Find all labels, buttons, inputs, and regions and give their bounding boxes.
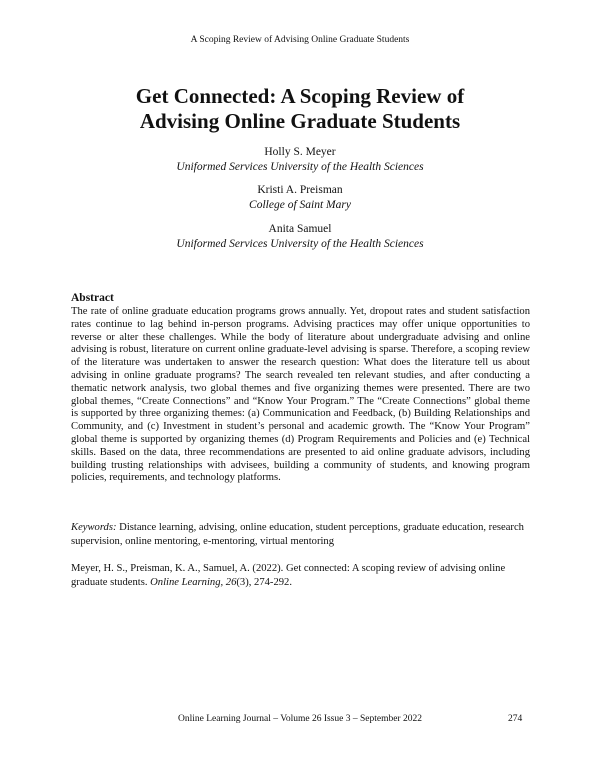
running-header: A Scoping Review of Advising Online Graduate Students — [190, 35, 410, 45]
citation-suffix: (3), 274-292. — [236, 577, 292, 588]
keywords-label: Keywords: — [71, 522, 117, 533]
author-block-2 — [60, 183, 540, 213]
author-block-3 — [60, 222, 540, 252]
abstract-heading: Abstract — [71, 292, 114, 304]
abstract-body: The rate of online graduate education programs grows annually. Yet, dropout rates and student satisfaction rates continue to lag behind in-person programs. Advising practices may offer unique opportunities to reverse or alter these challenges. While the body of literature about undergraduate advising and online advising is robust, literature on current online graduate-level advising is sparse. Therefore, a scoping review of the literature was undertaken to answer the research question: What does the literature tell us about advising in online graduate programs? The search revealed ten relevant studies, and after conducting a thematic network analysis, two global themes and five organizing themes were presented. There are two global themes, “Create Connections” and “Know Your Program.” The “Create Connections” global theme is supported by three organizing themes: (a) Communication and Feedback, (b) Building Relationships and Community, and (c) Investment in student’s personal and academic growth. The “Know Your Program” global theme is supported by organizing themes (d) Program Requirements and Policies and (e) Technical skills. Based on the data, three recommendations are presented to aid online graduate advisors, including building trusting relationships with advisees, building a community of students, and knowing program policies, requirements, and technology platforms. — [71, 306, 530, 484]
page-number: 274 — [508, 714, 523, 724]
author-block-1 — [60, 145, 540, 175]
keywords-text: Distance learning, advising, online education, student perceptions, graduate education, research supervision, online mentoring, e-mentoring, virtual mentoring — [71, 522, 524, 547]
author-name: Holly S. Meyer — [264, 146, 336, 158]
footer-journal-line: Online Learning Journal – Volume 26 Issue 3 – September 2022 — [178, 714, 422, 724]
author-affiliation: Uniformed Services University of the Health Sciences — [176, 238, 424, 250]
author-affiliation: College of Saint Mary — [249, 199, 351, 211]
title-line-1: Get Connected: A Scoping Review of — [135, 84, 465, 108]
author-affiliation: Uniformed Services University of the Health Sciences — [176, 161, 424, 173]
author-name: Kristi A. Preisman — [257, 184, 343, 196]
citation-prefix: Meyer, H. S., Preisman, K. A., Samuel, A. (2022). Get connected: A scoping review of advising online graduate students. — [71, 563, 506, 588]
author-name: Anita Samuel — [268, 223, 332, 235]
citation-journal: Online Learning, 26 — [150, 577, 237, 588]
page-title — [60, 84, 540, 134]
title-line-2: Advising Online Graduate Students — [139, 109, 461, 133]
citation — [71, 562, 530, 590]
keywords — [71, 521, 530, 549]
